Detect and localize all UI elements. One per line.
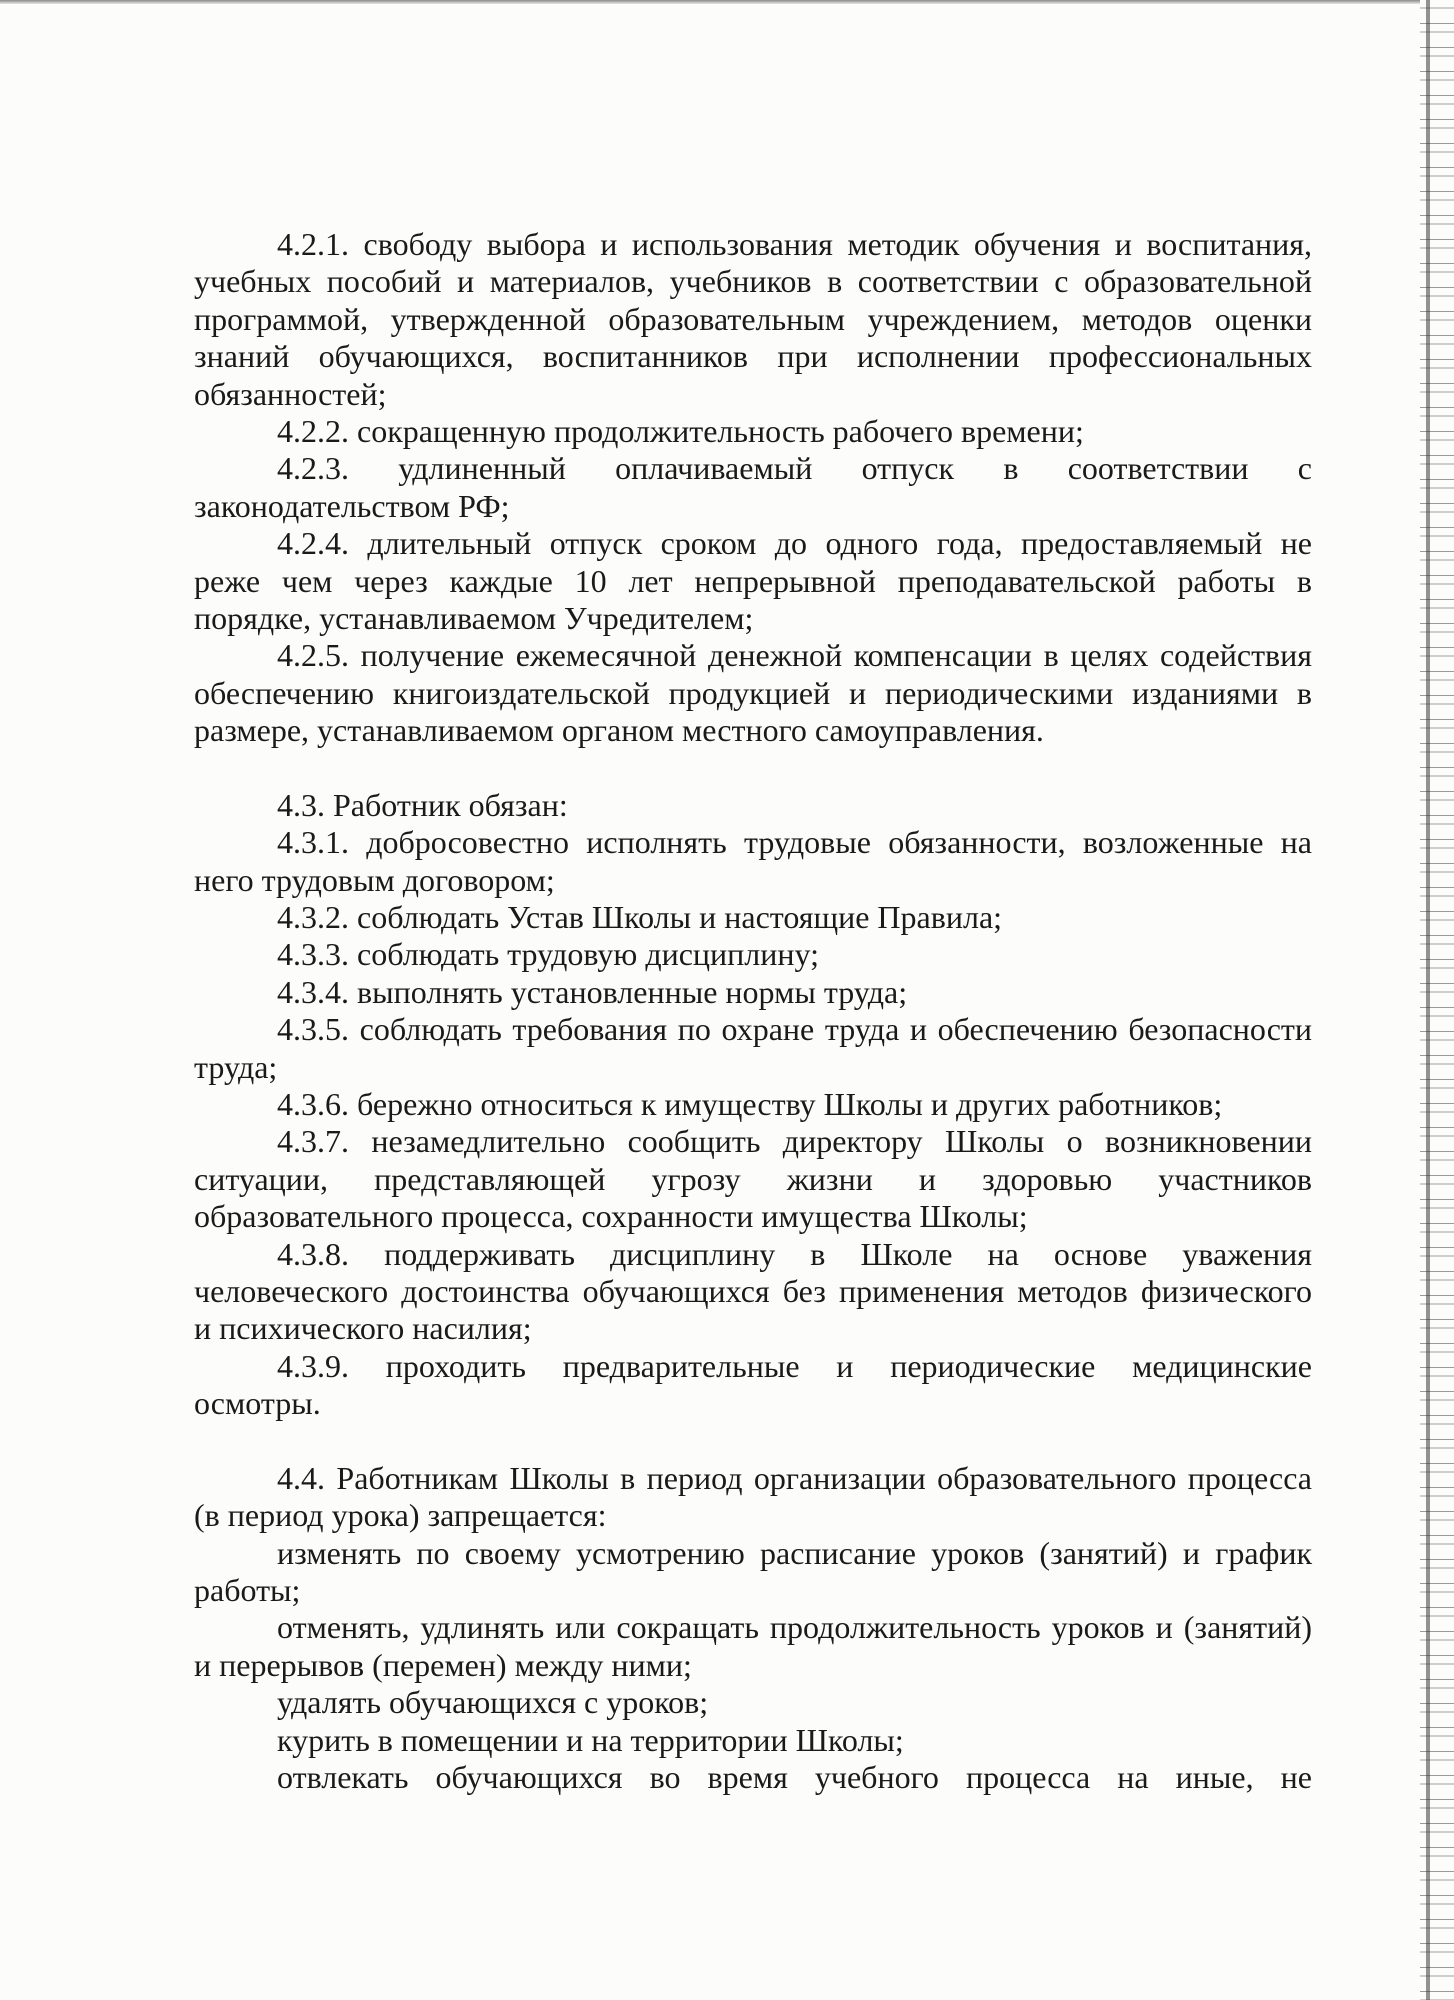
- paragraph: [194, 1086, 1312, 1123]
- text-line: размере, устанавливаемом органом местного самоуправления.: [194, 712, 1044, 749]
- text-line: труда;: [194, 1048, 278, 1085]
- paragraph: [194, 525, 1312, 637]
- paragraph: [194, 1759, 1312, 1796]
- text-line: знаний обучающихся, воспитанников при исполнении профессиональных: [194, 338, 1312, 375]
- paragraph: [194, 1535, 1312, 1610]
- text-line: 4.3.1. добросовестно исполнять трудовые обязанности, возложенные на: [277, 824, 1312, 861]
- paragraph: [194, 1236, 1312, 1348]
- text-line: учебных пособий и материалов, учебников в соответствии с образовательной: [194, 263, 1312, 300]
- paragraph: [194, 936, 1312, 973]
- text-line: 4.3.4. выполнять установленные нормы труда;: [277, 973, 908, 1010]
- text-line: обязанностей;: [194, 375, 387, 412]
- paragraph: [194, 1460, 1312, 1535]
- text-line: 4.4. Работникам Школы в период организации образовательного процесса: [277, 1459, 1312, 1496]
- paragraph: [194, 226, 1312, 413]
- paragraph: [194, 1684, 1312, 1721]
- text-line: ситуации, представляющей угрозу жизни и здоровью участников: [194, 1160, 1312, 1197]
- text-line: 4.3. Работник обязан:: [277, 786, 568, 823]
- text-line: 4.3.2. соблюдать Устав Школы и настоящие Правила;: [277, 899, 1003, 936]
- text-line: 4.3.9. проходить предварительные и периодические медицинские: [277, 1347, 1312, 1384]
- paragraph: [194, 413, 1312, 450]
- paragraph: [194, 637, 1312, 749]
- text-line: отвлекать обучающихся во время учебного процесса на иные, не: [277, 1759, 1312, 1796]
- text-line: него трудовым договором;: [194, 861, 555, 898]
- paragraph: [194, 824, 1312, 899]
- text-line: курить в помещении и на территории Школы;: [277, 1721, 904, 1758]
- text-line: 4.3.6. бережно относиться к имуществу Школы и других работников;: [277, 1085, 1223, 1122]
- text-line: 4.3.3. соблюдать трудовую дисциплину;: [277, 936, 819, 973]
- text-line: отменять, удлинять или сокращать продолжительность уроков и (занятий): [277, 1609, 1312, 1646]
- text-line: 4.3.8. поддерживать дисциплину в Школе на основе уважения: [277, 1235, 1312, 1272]
- text-line: законодательством РФ;: [194, 487, 510, 524]
- document-body: [194, 226, 1312, 1796]
- scan-top-edge: [0, 0, 1454, 4]
- text-line: (в период урока) запрещается:: [194, 1497, 607, 1534]
- text-line: человеческого достоинства обучающихся без применения методов физического: [194, 1272, 1312, 1309]
- text-line: 4.3.7. незамедлительно сообщить директору Школы о возникновении: [277, 1123, 1312, 1160]
- text-line: 4.2.1. свободу выбора и использования методик обучения и воспитания,: [277, 226, 1312, 262]
- paragraph: [194, 1609, 1312, 1684]
- text-line: порядке, устанавливаемом Учредителем;: [194, 599, 754, 636]
- paragraph: [194, 450, 1312, 525]
- text-line: работы;: [194, 1572, 301, 1609]
- text-line: 4.2.4. длительный отпуск сроком до одного года, предоставляемый не: [277, 525, 1312, 562]
- text-line: программой, утвержденной образовательным учреждением, методов оценки: [194, 300, 1312, 337]
- text-line: реже чем через каждые 10 лет непрерывной преподавательской работы в: [194, 562, 1312, 599]
- paragraph: [194, 1722, 1312, 1759]
- text-line: удалять обучающихся с уроков;: [277, 1684, 709, 1721]
- text-line: 4.2.2. сокращенную продолжительность рабочего времени;: [277, 412, 1084, 449]
- text-line: и психического насилия;: [194, 1310, 532, 1347]
- paragraph: [194, 787, 1312, 824]
- text-line: осмотры.: [194, 1385, 321, 1422]
- text-line: 4.2.5. получение ежемесячной денежной компенсации в целях содействия: [277, 637, 1312, 674]
- text-line: обеспечению книгоиздательской продукцией и периодическими изданиями в: [194, 674, 1312, 711]
- text-line: и перерывов (перемен) между ними;: [194, 1646, 692, 1683]
- paragraph: [194, 899, 1312, 936]
- paragraph: [194, 1123, 1312, 1235]
- text-line: 4.3.5. соблюдать требования по охране труда и обеспечению безопасности: [277, 1011, 1312, 1048]
- paragraph: [194, 974, 1312, 1011]
- paragraph: [194, 1011, 1312, 1086]
- text-line: 4.2.3. удлиненный оплачиваемый отпуск в соответствии с: [277, 450, 1312, 487]
- text-line: изменять по своему усмотрению расписание уроков (занятий) и график: [277, 1534, 1312, 1571]
- text-line: образовательного процесса, сохранности имущества Школы;: [194, 1198, 1028, 1235]
- paragraph: [194, 1348, 1312, 1423]
- scan-right-edge: [1420, 0, 1454, 2000]
